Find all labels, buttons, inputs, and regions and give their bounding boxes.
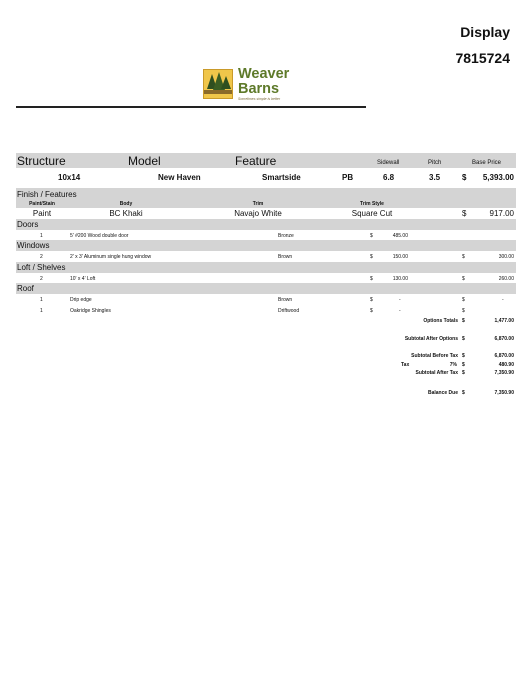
finish-body-value: BC Khaki [109,209,143,218]
roof-item-desc: Drip edge [70,297,92,303]
roof-item-total-currency: $ [462,297,465,303]
roof-title: Roof [17,284,34,293]
feature-value: Smartside [262,173,301,182]
finish-title: Finish / Features [17,190,77,199]
doors-title: Doors [17,220,39,229]
finish-paint-value: Paint [32,209,52,218]
base-price-currency: $ [462,173,467,182]
col-sidewall: Sidewall [377,160,400,166]
subtotal-before-tax-currency: $ [462,353,465,359]
windows-item-total-currency: $ [462,254,465,260]
roof-item-qty: 1 [40,297,43,303]
tax-label: Tax [401,362,410,368]
document-title: Display [460,24,510,40]
windows-title: Windows [17,241,50,250]
loft-item-total: 260.00 [498,276,514,282]
roof-item-color: Brown [278,297,293,303]
balance-due-currency: $ [462,390,465,396]
subtotal-before-tax-value: 6,870.00 [494,353,514,359]
roof-item-color: Driftwood [278,308,300,314]
options-totals-value: 1,477.00 [494,318,514,324]
feature-code: PB [342,173,354,182]
header-divider [16,106,366,108]
logo-tagline: Sometimes simple is better [238,96,281,101]
windows-item-color: Brown [278,254,293,260]
doors-item-qty: 1 [40,233,43,239]
logo-name: Weaver Barns [238,65,290,97]
finish-header-paint: Paint/Stain [29,201,55,207]
balance-due-value: 7,350.90 [494,390,514,396]
finish-band [16,188,516,201]
finish-header-trim-style: Trim Style [360,201,384,207]
loft-title: Loft / Shelves [17,263,66,272]
finish-price-currency: $ [462,209,467,218]
windows-item-qty: 2 [40,254,43,260]
col-feature: Feature [235,154,277,168]
windows-item-total: 300.00 [498,254,514,260]
subtotal-after-options-value: 6,870.00 [494,336,514,342]
tax-value: 480.90 [498,362,514,368]
loft-item-unit-price: 130.00 [392,276,408,282]
tree-icon [203,69,233,99]
company-logo [203,65,327,101]
roof-item-unit-price: - [399,308,401,314]
doors-item-desc: 5' #200 Wood double door [70,233,129,239]
col-structure: Structure [17,154,66,168]
doors-item-currency: $ [370,233,373,239]
finish-trim-style-value: Square Cut [351,209,393,218]
doors-item-color: Bronze [278,233,294,239]
doors-band [16,219,516,230]
roof-item-currency: $ [370,308,373,314]
windows-item-desc: 2' x 3' Aluminum single hung window [70,254,152,260]
subtotal-before-tax-label: Subtotal Before Tax [411,353,458,359]
options-totals-label: Options Totals [423,318,458,324]
roof-item-total: - [502,297,504,303]
loft-item-total-currency: $ [462,276,465,282]
doors-item-unit-price: 485.00 [392,233,408,239]
subtotal-after-tax-label: Subtotal After Tax [415,370,458,376]
finish-header-trim: Trim [252,201,264,207]
options-totals-currency: $ [462,318,465,324]
loft-item-qty: 2 [40,276,43,282]
roof-item-qty: 1 [40,308,43,314]
roof-item-unit-price: - [399,297,401,303]
windows-band [16,240,516,251]
document-number: 7815724 [455,50,510,66]
finish-header-body: Body [119,201,133,207]
windows-item-currency: $ [370,254,373,260]
subtotal-after-options-currency: $ [462,336,465,342]
roof-item-desc: Oakridge Shingles [70,308,111,314]
roof-band [16,283,516,294]
tax-rate: 7% [449,362,457,368]
finish-price-value: 917.00 [489,209,514,218]
structure-size: 10x14 [58,173,81,182]
roof-item-currency: $ [370,297,373,303]
pitch-value: 3.5 [429,173,441,182]
subtotal-after-tax-currency: $ [462,370,465,376]
windows-item-unit-price: 150.00 [392,254,408,260]
sidewall-value: 6.8 [383,173,395,182]
loft-item-desc: 10' x 4' Loft [70,276,96,282]
finish-trim-value: Navajo White [234,209,282,218]
balance-due-label: Balance Due [427,390,458,396]
col-base-price: Base Price [472,160,502,166]
loft-band [16,262,516,273]
col-model: Model [128,154,161,168]
tax-currency: $ [462,362,465,368]
base-price-value: 5,393.00 [482,173,514,182]
subtotal-after-tax-value: 7,350.90 [494,370,514,376]
model-value: New Haven [158,173,201,182]
loft-item-currency: $ [370,276,373,282]
col-pitch: Pitch [428,160,442,166]
subtotal-after-options-label: Subtotal After Options [404,336,458,342]
roof-item-total-currency: $ [462,308,465,314]
